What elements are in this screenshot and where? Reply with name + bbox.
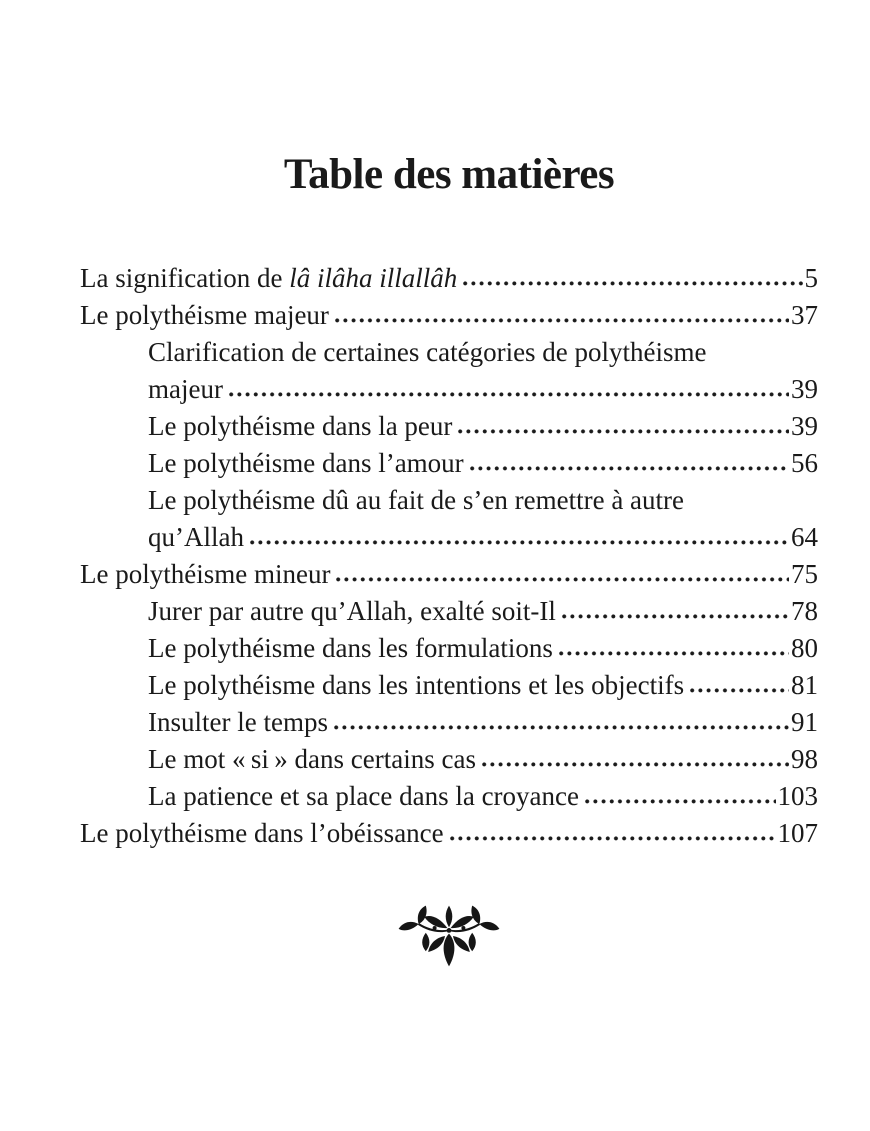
dotted-leader xyxy=(690,687,789,694)
dotted-leader xyxy=(334,724,789,731)
toc-entry-label: Le polythéisme majeur xyxy=(80,299,329,330)
toc-entry xyxy=(80,778,818,815)
dotted-leader xyxy=(559,650,789,657)
toc-entry-label: Le mot « si » dans certains cas xyxy=(148,743,476,774)
floral-ornament-icon xyxy=(397,904,501,968)
toc-entry xyxy=(80,519,818,556)
dotted-leader xyxy=(450,835,776,842)
ornament-container xyxy=(80,904,818,968)
toc-entry-label: Le polythéisme dans les intentions et les objectifs xyxy=(148,669,685,700)
table-of-contents xyxy=(80,260,818,852)
dotted-leader xyxy=(336,576,789,583)
dotted-leader xyxy=(482,761,789,768)
toc-entry xyxy=(80,297,818,334)
page-number: 64 xyxy=(791,521,818,552)
toc-entry-label: majeur xyxy=(148,373,223,404)
toc-entry xyxy=(80,408,818,445)
page-number: 37 xyxy=(791,299,818,330)
toc-entry xyxy=(80,593,818,630)
page-number: 81 xyxy=(791,669,818,700)
toc-entry-label: Le polythéisme dans les formulations xyxy=(148,632,553,663)
toc-entry-label: Le polythéisme dans l’amour xyxy=(148,447,464,478)
page-number: 5 xyxy=(804,262,818,293)
toc-entry-label: Le polythéisme mineur xyxy=(80,558,331,589)
dotted-leader xyxy=(250,539,789,546)
toc-entry-label: Jurer par autre qu’Allah, exalté soit-Il xyxy=(148,595,556,626)
toc-entry xyxy=(80,445,818,482)
toc-entry xyxy=(80,741,818,778)
page-title: Table des matières xyxy=(283,151,615,198)
page-number: 107 xyxy=(777,817,818,848)
toc-entry-label: Insulter le temps xyxy=(148,706,328,737)
page-number: 78 xyxy=(791,595,818,626)
toc-entry xyxy=(80,482,818,519)
toc-entry xyxy=(80,630,818,667)
toc-entry xyxy=(80,556,818,593)
dotted-leader xyxy=(470,465,789,472)
toc-entry xyxy=(80,815,818,852)
dotted-leader xyxy=(585,798,776,805)
page-number: 75 xyxy=(791,558,818,589)
dotted-leader xyxy=(463,280,802,287)
toc-entry xyxy=(80,704,818,741)
toc-entry-label: Clarification de certaines catégories de polythéisme xyxy=(148,336,707,367)
toc-entry-label: Le polythéisme dans la peur xyxy=(148,410,453,441)
dotted-leader xyxy=(458,428,789,435)
toc-entry-italic: lâ ilâha illallâh xyxy=(289,262,458,293)
page-number: 39 xyxy=(791,373,818,404)
toc-entry-label: La signification de lâ ilâha illallâh xyxy=(80,262,458,293)
page-number: 98 xyxy=(791,743,818,774)
toc-entry xyxy=(80,334,818,371)
toc-entry-label: La patience et sa place dans la croyance xyxy=(148,780,579,811)
dotted-leader xyxy=(335,317,789,324)
page-number: 80 xyxy=(791,632,818,663)
toc-entry-label: Le polythéisme dû au fait de s’en remettre à autre xyxy=(148,484,685,515)
page-number: 91 xyxy=(791,706,818,737)
dotted-leader xyxy=(229,391,789,398)
toc-entry xyxy=(80,667,818,704)
toc-entry xyxy=(80,371,818,408)
page-number: 56 xyxy=(791,447,818,478)
toc-entry xyxy=(80,260,818,297)
page-number: 103 xyxy=(777,780,818,811)
toc-entry-label: qu’Allah xyxy=(148,521,244,552)
toc-entry-label: Le polythéisme dans l’obéissance xyxy=(80,817,444,848)
page-number: 39 xyxy=(791,410,818,441)
dotted-leader xyxy=(562,613,789,620)
